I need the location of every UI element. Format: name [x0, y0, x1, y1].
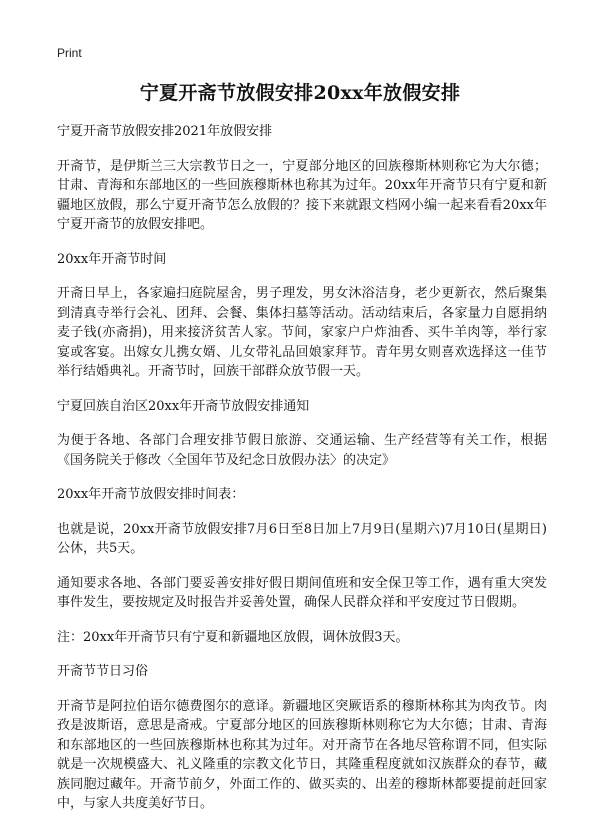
section-heading-notice: 宁夏回族自治区20xx年开斋节放假安排通知	[57, 398, 310, 414]
customs-paragraph: 开斋节是阿拉伯语尔德费图尔的意译。新疆地区突厥语系的穆斯林称其为肉孜节。肉孜是波斯语，意思是斋戒。宁夏部分地区的回族穆斯林则称它为大尔德；甘肃、青海和东部地区的一些回族穆斯林也称其为过年。对开斋节在各地尽管称谓不同，但实际就是一次规模盛大、礼义隆重的宗教文化节日，其隆重程度就如汉族群众的春节，藏族同胞过藏年。开斋节前夕，外面工作的、做买卖的、出差的穆斯林都要提前赶回家中，与家人共度美好节日。	[57, 698, 547, 811]
page-title: 宁夏开斋节放假安排20xx年放假安排	[139, 82, 461, 104]
section-heading-time: 20xx年开斋节时间	[57, 251, 167, 267]
article-subtitle: 宁夏开斋节放假安排2021年放假安排	[57, 124, 273, 139]
intro-paragraph: 开斋节，是伊斯兰三大宗教节日之一，宁夏部分地区的回族穆斯林则称它为大尔德；甘肃、青海和东部地区的一些回族穆斯林也称其为过年。20xx年开斋节只有宁夏和新疆地区放假，那么宁夏开斋节怎么放假的？接下来就跟文档网小编一起来看看20xx年宁夏开斋节的放假安排吧。	[57, 158, 547, 232]
schedule-paragraph: 也就是说，20xx开斋节放假安排7月6日至8日加上7月9日(星期六)7月10日(星期日)公休，共5天。	[57, 521, 547, 556]
section-heading-customs: 开斋节节日习俗	[57, 664, 149, 679]
customs-morning-paragraph: 开斋日早上，各家遍扫庭院屋舍，男子理发，男女沐浴洁身，老少更新衣，然后聚集到清真寺举行会礼、团拜、会餐、集体扫墓等活动。活动结束后，各家量力自愿捐纳麦子钱(亦斋捐)，用来接济贫苦人家。节间，家家户户炸油香、买牛羊肉等，举行家宴或客宴。出嫁女儿携女婿、儿女带礼品回娘家拜节。青年男女则喜欢选择这一佳节举行结婚典礼。开斋节时，回族干部群众放节假一天。	[57, 286, 547, 379]
print-link[interactable]: Print	[57, 46, 82, 60]
article-body	[57, 122, 547, 829]
note-paragraph: 注：20xx年开斋节只有宁夏和新疆地区放假，调休放假3天。	[57, 629, 409, 645]
notice-paragraph: 为便于各地、各部门合理安排节假日旅游、交通运输、生产经营等有关工作，根据《国务院关于修改〈全国年节及纪念日放假办法〉的决定》	[57, 433, 547, 468]
requirements-paragraph: 通知要求各地、各部门要妥善安排好假日期间值班和安全保卫等工作，遇有重大突发事件发生，要按规定及时报告并妥善处置，确保人民群众祥和平安度过节日假期。	[57, 575, 547, 610]
schedule-heading: 20xx年开斋节放假安排时间表：	[57, 487, 245, 502]
